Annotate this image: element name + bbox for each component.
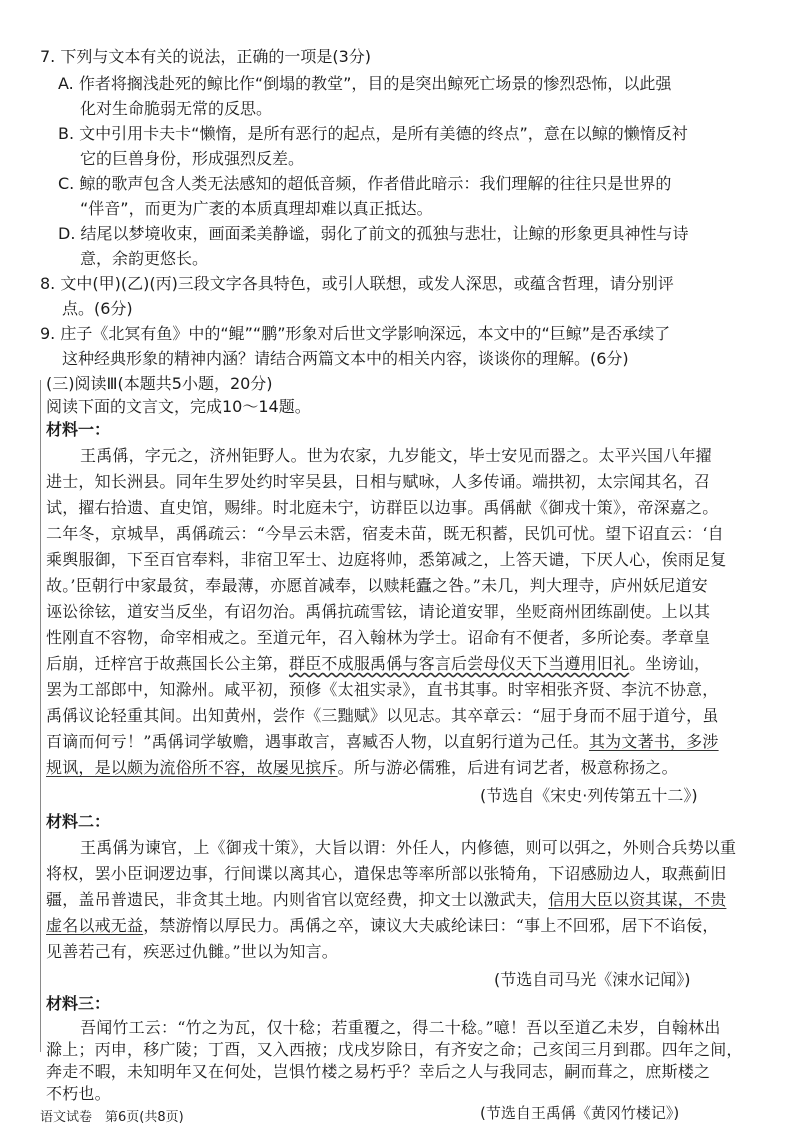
q9-line1: 9. 庄子《北冥有鱼》中的“鲲”“鹏”形象对后世文学影响深远，本文中的“巨鲸”是否承续了	[40, 324, 671, 343]
q7-option-b-line1: B. 文中引用卡夫卡“懒惰，是所有恶行的起点，是所有美德的终点”，意在以鲸的懒惰反衬	[58, 124, 688, 143]
material3-line: 不朽也。	[46, 1084, 111, 1103]
q7-stem: 7. 下列与文本有关的说法，正确的一项是(3分)	[40, 47, 372, 66]
margin-rule	[40, 380, 41, 1052]
material3-line: 滁上；丙申，移广陵；丁酉，又入西掖；戊戌岁除日，有齐安之命；己亥闰三月到郡。四年之间，	[46, 1040, 743, 1059]
underlined-sentence: 规讽，是以颇为流俗所不容，故屡见摈斥	[46, 758, 338, 777]
material1-line	[46, 758, 678, 778]
material1-line	[46, 732, 719, 752]
material2-text: 疆，盖吊普遗民，非贪其土地。内则省官以宽经费，抑文士以激武夫，	[46, 890, 549, 909]
material2-line: 将权，罢小臣诇逻边事，行间谍以离其心，遣保忠等率所部以张犄角，下诏感励边人，取燕蓟旧	[46, 864, 727, 883]
q7-option-d-line1: D. 结尾以梦境收束，画面柔美静谧，弱化了前文的孤独与悲壮，让鲸的形象更具神性与诗	[58, 224, 689, 243]
material1-line: 进士，知长洲县。同年生罗处约时宰吴县，日相与赋咏，人多传诵。端拱初，太宗闻其名，召	[46, 472, 711, 491]
underlined-sentence: 信用大臣以资其谋，不贵	[548, 890, 727, 909]
section-title: (三)阅读Ⅲ(本题共5小题，20分)	[46, 374, 273, 393]
material1-line: 罢为工部郎中，知滁州。咸平初，预修《太祖实录》，直书其事。时宰相张齐贤、李沆不协意，	[46, 680, 719, 699]
q7-option-d-line2: 意，余韵更悠长。	[80, 249, 209, 268]
material3-line: 吾闻竹工云：“竹之为瓦，仅十稔；若重覆之，得二十稔。”噫！吾以至道乙未岁，自翰林出	[80, 1018, 721, 1037]
material1-line: 禹偁议论轻重其间。出知黄州，尝作《三黜赋》以见志。其卒章云：“屈于身而不屈于道兮，虽	[46, 706, 719, 725]
q7-option-c-line2: “伴音”，而更为广袤的本质真理却难以真正抵达。	[80, 199, 433, 218]
underlined-sentence: 其为文著书，多涉	[588, 732, 719, 751]
material2-line: 王禹偁为谏官，上《御戎十策》，大旨以谓：外任人，内修德，则可以弭之，外则合兵势以重	[80, 838, 737, 857]
underlined-sentence: 虚名以戒无益	[46, 916, 144, 935]
material2-line	[46, 890, 726, 910]
material1-heading: 材料一：	[46, 420, 111, 439]
q7-option-c-line1: C. 鲸的歌声包含人类无法感知的超低音频，作者借此暗示：我们理解的往往只是世界的	[58, 174, 672, 193]
material3-source: (节选自王禹偁《黄冈竹楼记》)	[480, 1104, 680, 1122]
material1-text: 。坐谤讪，	[629, 654, 711, 673]
reading-instruction: 阅读下面的文言文，完成10～14题。	[46, 397, 311, 416]
material1-line	[46, 654, 710, 674]
material2-heading: 材料二：	[46, 812, 111, 831]
q7-option-a-line2: 化对生命脆弱无常的反思。	[80, 99, 273, 118]
wavy-underlined-sentence: 群臣不成服禹偁与客言后尝母仪天下当遵用旧礼	[289, 654, 630, 673]
material1-line: 性刚直不容物，命宰相戒之。至道元年，召入翰林为学士。诏命有不便者，多所论奏。孝章皇	[46, 628, 711, 647]
q7-option-a-line1: A. 作者将搁浅赴死的鲸比作“倒塌的教堂”，目的是突出鲸死亡场景的惨烈恐怖，以此强	[58, 74, 672, 93]
material2-line	[46, 916, 719, 936]
material1-line: 故。’臣朝行中家最贫，奉最薄，亦愿首减奉，以赎耗蠹之咎。”未几，判大理寺，庐州妖尼道安	[46, 576, 708, 595]
material2-text: ，禁游惰以厚民力。禹偁之卒，谏议大夫戚纶诔曰：“事上不回邪，居下不谄佞，	[143, 916, 719, 935]
material1-line: 乘舆服御，下至百官奉料，非宿卫军士、边庭将帅，悉第减之，上答天谴，下厌人心，俟雨足复	[46, 550, 727, 569]
material1-line: 王禹偁，字元之，济州钜野人。世为农家，九岁能文，毕士安见而器之。太平兴国八年擢	[80, 446, 712, 465]
page-footer: 语文试卷 第6页(共8页)	[40, 1110, 184, 1125]
material3-line: 奔走不暇，未知明年又在何处，岂惧竹楼之易朽乎？幸后之人与我同志，嗣而葺之，庶斯楼之	[46, 1062, 711, 1081]
material2-source: (节选自司马光《涑水记闻》)	[494, 970, 691, 989]
material1-text: 后崩，迁梓宫于故燕国长公主第，	[46, 654, 290, 673]
material1-text: 。所与游必儒雅，后进有词艺者，极意称扬之。	[337, 758, 678, 777]
q8-line1: 8. 文中(甲)(乙)(丙)三段文字各具特色，或引人联想，或发人深思，或蕴含哲理，请分别评	[40, 274, 674, 293]
material1-source: (节选自《宋史·列传第五十二》)	[480, 786, 698, 805]
material2-line: 见善若己有，疾恶过仇雠。”世以为知言。	[46, 942, 338, 961]
material1-text: 百谪而何亏！”禹偁词学敏赡，遇事敢言，喜臧否人物，以直躬行道为己任。	[46, 732, 589, 751]
material1-line: 诬讼徐铉，道安当反坐，有诏勿治。禹偁抗疏雪铉，请论道安罪，坐贬商州团练副使。上以其	[46, 602, 711, 621]
q7-option-b-line2: 它的巨兽身份，形成强烈反差。	[80, 149, 305, 168]
material3-heading: 材料三：	[46, 994, 111, 1013]
q8-line2: 点。(6分)	[62, 299, 133, 318]
material1-line: 二年冬，京城旱，禹偁疏云：“今旱云未霑，宿麦未苗，既无积蓄，民饥可忧。望下诏直云：‘自	[46, 524, 724, 543]
q9-line2: 这种经典形象的精神内涵？请结合两篇文本中的相关内容，谈谈你的理解。(6分)	[62, 349, 629, 368]
material1-line: 试，擢右拾遗、直史馆，赐绯。时北庭未宁，访群臣以边事。禹偁献《御戎十策》，帝深嘉之。	[46, 498, 719, 517]
